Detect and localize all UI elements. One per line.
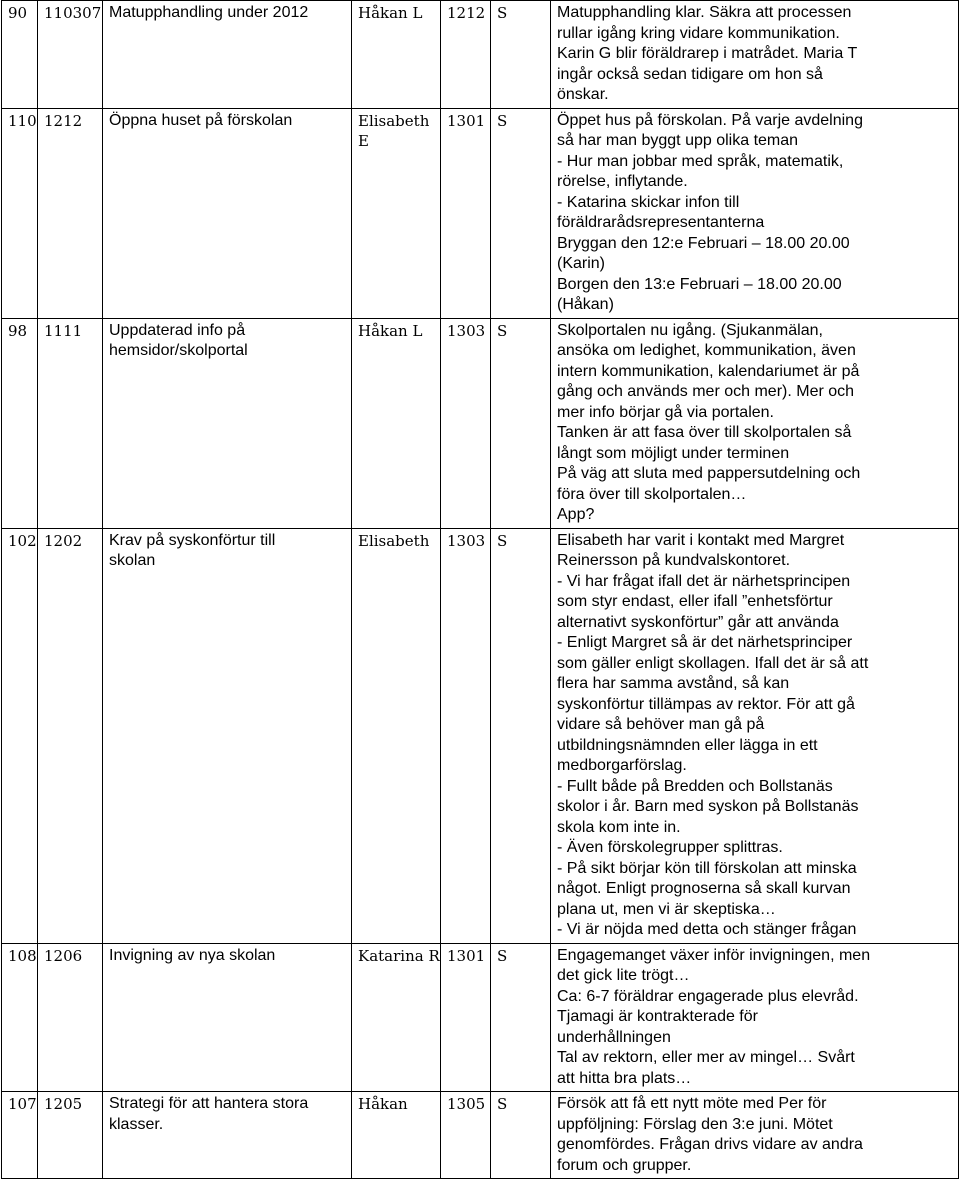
topic-line: Uppdaterad info på: [109, 321, 246, 339]
status-text: S: [497, 1095, 508, 1113]
topic-cell: [103, 318, 352, 528]
due-text: 1301: [447, 946, 486, 965]
notes-cell: [551, 318, 959, 528]
notes-line: Bryggan den 12:e Februari – 18.00 20.00: [557, 234, 850, 252]
due-cell: [441, 528, 491, 943]
status-cell: [491, 528, 551, 943]
item-date-text: 1212: [44, 111, 83, 130]
topic-line: Öppna huset på förskolan: [109, 111, 293, 129]
topic-cell: [103, 108, 352, 318]
notes-line: - Enligt Margret så är det närhetsprinciper: [557, 634, 853, 651]
item-number-text: 110: [8, 111, 37, 130]
notes-line: som gäller enligt skollagen. Ifall det är så att: [557, 654, 869, 672]
item-date-cell: [38, 318, 103, 528]
due-text: 1212: [447, 4, 486, 22]
notes-line: gång och används mer och mer). Mer och: [557, 383, 855, 400]
item-number-text: 90: [8, 4, 28, 22]
topic-cell: [103, 1092, 352, 1179]
minutes-table: [1, 0, 959, 1179]
responsible-line: E: [358, 132, 369, 150]
topic-cell: [103, 943, 352, 1092]
item-number-text: 107: [8, 1095, 37, 1113]
status-text: S: [497, 111, 508, 130]
notes-line: det gick lite trögt…: [557, 967, 690, 984]
item-number-cell: [2, 1092, 38, 1179]
item-date-cell: [38, 943, 103, 1092]
table-row: [2, 1092, 959, 1179]
responsible-cell: [352, 943, 441, 1092]
item-date-cell: [38, 528, 103, 943]
notes-line: forum och grupper.: [557, 1156, 692, 1174]
status-cell: [491, 1, 551, 109]
topic-line: hemsidor/skolportal: [109, 342, 248, 359]
due-cell: [441, 1092, 491, 1179]
notes-line: Matupphandling klar. Säkra att processen: [557, 4, 852, 21]
status-cell: [491, 1092, 551, 1179]
table-row: [2, 943, 959, 1092]
topic-cell: [103, 528, 352, 943]
notes-line: På väg att sluta med pappersutdelning och: [557, 465, 861, 482]
item-date-text: 1206: [44, 946, 83, 965]
item-date-cell: [38, 1, 103, 109]
item-date-text: 110307: [44, 4, 102, 22]
item-number-text: 108: [8, 946, 37, 965]
item-date-text: 1205: [44, 1095, 83, 1113]
responsible-line: Håkan L: [358, 321, 423, 340]
notes-line: intern kommunikation, kalendariumet är på: [557, 362, 860, 380]
notes-line: underhållningen: [557, 1028, 671, 1046]
responsible-cell: [352, 1092, 441, 1179]
item-number-cell: [2, 1, 38, 109]
notes-cell: [551, 1, 959, 109]
due-text: 1301: [447, 111, 486, 130]
status-text: S: [497, 946, 508, 965]
notes-cell: [551, 528, 959, 943]
table-row: [2, 318, 959, 528]
notes-cell: [551, 943, 959, 1092]
notes-line: (Karin): [557, 255, 606, 272]
notes-line: - På sikt börjar kön till förskolan att minska: [557, 859, 857, 877]
notes-line: långt som möjligt under terminen: [557, 444, 790, 462]
due-cell: [441, 943, 491, 1092]
item-number-cell: [2, 528, 38, 943]
responsible-cell: [352, 1, 441, 109]
notes-line: skolor i år. Barn med syskon på Bollstanäs: [557, 798, 859, 815]
notes-line: - Hur man jobbar med språk, matematik,: [557, 152, 844, 170]
notes-line: Karin G blir föräldrarep i matrådet. Maria T: [557, 45, 858, 62]
status-cell: [491, 108, 551, 318]
topic-line: klasser.: [109, 1115, 164, 1133]
responsible-line: Håkan: [358, 1095, 408, 1113]
responsible-line: Elisabeth: [358, 531, 430, 550]
notes-line: ingår också sedan tidigare om hon så: [557, 65, 823, 83]
notes-line: syskonförtur tillämpas av rektor. För att gå: [557, 695, 855, 713]
notes-line: rörelse, inflytande.: [557, 173, 688, 190]
item-date-text: 1202: [44, 531, 83, 550]
notes-line: (Håkan): [557, 296, 614, 313]
due-cell: [441, 108, 491, 318]
notes-line: genomfördes. Frågan drivs vidare av andra: [557, 1136, 863, 1153]
responsible-line: Håkan L: [358, 4, 423, 22]
minutes-table-body: [2, 1, 959, 1179]
notes-line: rullar igång kring vidare kommunikation.: [557, 24, 840, 42]
table-row: [2, 1, 959, 109]
status-cell: [491, 318, 551, 528]
notes-line: Tjamagi är kontrakterade för: [557, 1008, 758, 1025]
notes-line: Tanken är att fasa över till skolportalen så: [557, 424, 852, 441]
item-number-text: 98: [8, 321, 28, 340]
item-number-cell: [2, 318, 38, 528]
due-text: 1305: [447, 1095, 486, 1113]
responsible-cell: [352, 318, 441, 528]
notes-line: att hitta bra plats…: [557, 1069, 692, 1087]
due-text: 1303: [447, 321, 486, 340]
item-number-cell: [2, 943, 38, 1092]
notes-line: uppföljning: Förslag den 3:e juni. Mötet: [557, 1115, 833, 1133]
topic-line: Krav på syskonförtur till: [109, 531, 276, 549]
due-cell: [441, 1, 491, 109]
status-cell: [491, 943, 551, 1092]
status-text: S: [497, 321, 508, 340]
notes-line: - Vi har frågat ifall det är närhetsprincipen: [557, 572, 851, 590]
notes-line: föra över till skolportalen…: [557, 485, 747, 503]
notes-line: ansöka om ledighet, kommunikation, även: [557, 342, 856, 359]
notes-line: - Fullt både på Bredden och Bollstanäs: [557, 777, 833, 795]
notes-line: App?: [557, 506, 595, 523]
item-number-cell: [2, 108, 38, 318]
item-number-text: 102: [8, 531, 37, 550]
topic-line: skolan: [109, 552, 156, 569]
notes-line: så har man byggt upp olika teman: [557, 132, 799, 149]
notes-line: något. Enligt prognoserna så skall kurvan: [557, 880, 851, 897]
topic-line: Matupphandling under 2012: [109, 4, 309, 21]
notes-line: Försök att få ett nytt möte med Per för: [557, 1095, 827, 1112]
notes-line: plana ut, men vi är skeptiska…: [557, 900, 776, 918]
notes-line: som styr endast, eller ifall ”enhetsförtur: [557, 593, 833, 610]
notes-line: föräldrarådsrepresentanterna: [557, 214, 765, 231]
responsible-line: Katarina R: [358, 946, 440, 965]
notes-line: Reinersson på kundvalskontoret.: [557, 552, 791, 569]
notes-line: Borgen den 13:e Februari – 18.00 20.00: [557, 275, 842, 293]
item-date-cell: [38, 1092, 103, 1179]
topic-cell: [103, 1, 352, 109]
notes-line: medborgarförslag.: [557, 757, 687, 774]
item-date-cell: [38, 108, 103, 318]
notes-cell: [551, 108, 959, 318]
topic-line: Strategi för att hantera stora: [109, 1095, 309, 1112]
notes-cell: [551, 1092, 959, 1179]
notes-line: Elisabeth har varit i kontakt med Margret: [557, 531, 845, 549]
notes-line: alternativt syskonförtur” går att använda: [557, 613, 839, 631]
due-text: 1303: [447, 531, 486, 550]
table-row: [2, 108, 959, 318]
notes-line: mer info börjar gå via portalen.: [557, 403, 774, 421]
notes-line: utbildningsnämnden eller lägga in ett: [557, 736, 818, 754]
status-text: S: [497, 531, 508, 550]
status-text: S: [497, 4, 508, 22]
notes-line: önskar.: [557, 86, 609, 103]
table-row: [2, 528, 959, 943]
notes-line: Skolportalen nu igång. (Sjukanmälan,: [557, 321, 823, 339]
topic-line: Invigning av nya skolan: [109, 946, 276, 964]
notes-line: - Vi är nöjda med detta och stänger frågan: [557, 921, 857, 938]
notes-line: skola kom inte in.: [557, 818, 681, 836]
notes-line: Engagemanget växer inför invigningen, men: [557, 946, 871, 964]
notes-line: Tal av rektorn, eller mer av mingel… Svårt: [557, 1049, 855, 1066]
notes-line: Öppet hus på förskolan. På varje avdelning: [557, 111, 863, 129]
responsible-cell: [352, 528, 441, 943]
notes-line: flera har samma avstånd, så kan: [557, 675, 790, 692]
notes-line: - Även förskolegrupper splittras.: [557, 839, 783, 856]
notes-line: vidare så behöver man gå på: [557, 716, 765, 733]
item-date-text: 1111: [44, 321, 83, 340]
responsible-line: Elisabeth: [358, 111, 430, 130]
notes-line: Ca: 6-7 föräldrar engagerade plus elevråd.: [557, 987, 859, 1005]
due-cell: [441, 318, 491, 528]
notes-line: - Katarina skickar infon till: [557, 193, 740, 211]
responsible-cell: [352, 108, 441, 318]
